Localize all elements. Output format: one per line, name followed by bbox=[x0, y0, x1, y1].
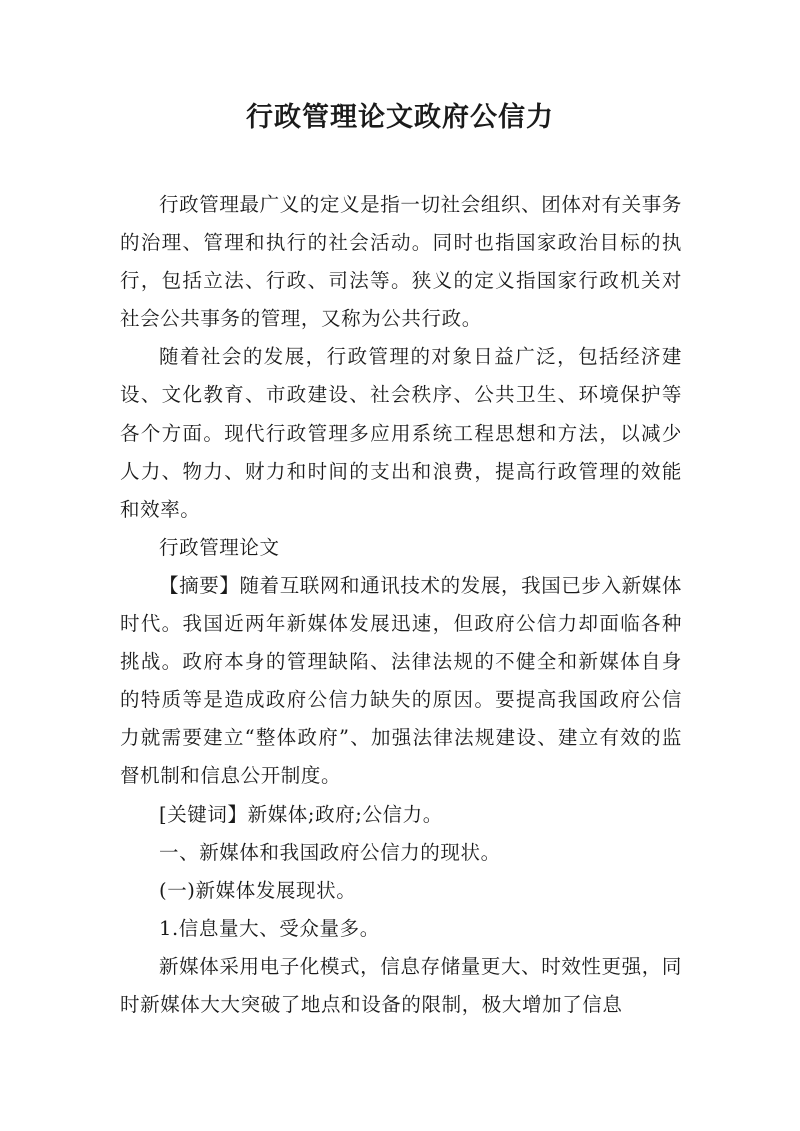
paragraph-development: 随着社会的发展，行政管理的对象日益广泛，包括经济建设、文化教育、市政建设、社会秩序、公共卫生、环境保护等各个方面。现代行政管理多应用系统工程思想和方法，以减少人力、物力、财力和时间的支出和浪费，提高行政管理的效能和效率。 bbox=[120, 345, 682, 521]
paragraph-abstract: 【摘要】随着互联网和通讯技术的发展，我国已步入新媒体时代。我国近两年新媒体发展迅速，但政府公信力却面临各种挑战。政府本身的管理缺陷、法律法规的不健全和新媒体自身的特质等是造成政府公信力缺失的原因。要提高我国政府公信力就需要建立“整体政府”、加强法律法规建设、建立有效的监督机制和信息公开制度。 bbox=[120, 573, 682, 788]
document-body bbox=[120, 186, 682, 1024]
paragraph-new-media: 新媒体采用电子化模式，信息存储量更大、时效性更强，同时新媒体大大突破了地点和设备的限制，极大增加了信息 bbox=[120, 954, 682, 1016]
paragraph-keywords: [关键词】新媒体;政府;公信力。 bbox=[159, 802, 443, 826]
heading-point-one: 1.信息量大、受众量多。 bbox=[159, 916, 380, 940]
heading-part-one: 一、新媒体和我国政府公信力的现状。 bbox=[159, 840, 501, 864]
paragraph-definition: 行政管理最广义的定义是指一切社会组织、团体对有关事务的治理、管理和执行的社会活动。同时也指国家政治目标的执行，包括立法、行政、司法等。狭义的定义指国家行政机关对社会公共事务的管理，又称为公共行政。 bbox=[120, 193, 682, 331]
paragraph-section-heading: 行政管理论文 bbox=[159, 535, 280, 559]
heading-subsection-one: (一)新媒体发展现状。 bbox=[159, 878, 357, 902]
document-title: 行政管理论文政府公信力 bbox=[246, 102, 554, 133]
